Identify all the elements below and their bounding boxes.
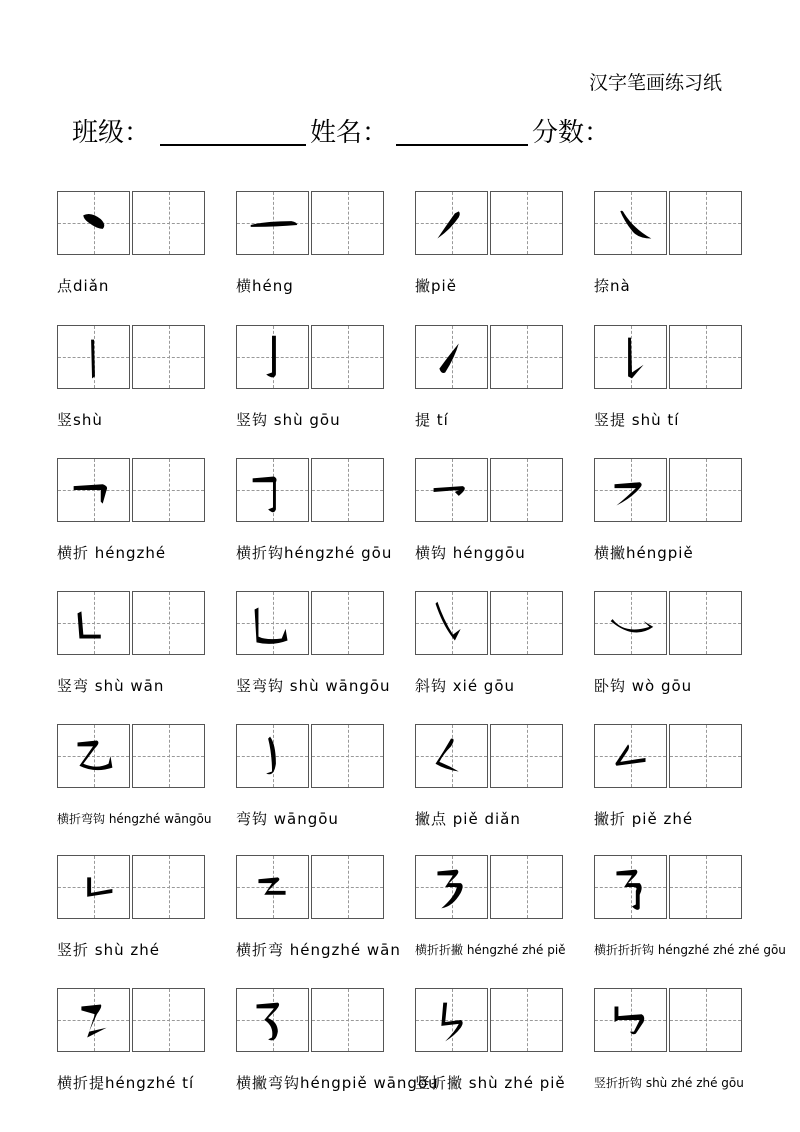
piezhe-stroke-icon bbox=[595, 725, 666, 787]
stroke-cell bbox=[594, 325, 744, 429]
practice-box[interactable] bbox=[669, 988, 742, 1052]
practice-box[interactable] bbox=[669, 191, 742, 255]
shuti-stroke-icon bbox=[595, 326, 666, 388]
stroke-cell bbox=[236, 724, 386, 828]
stroke-cell bbox=[57, 191, 207, 295]
practice-box[interactable] bbox=[311, 724, 384, 788]
stroke-cell bbox=[57, 458, 207, 562]
shuwangou-stroke-icon bbox=[237, 592, 308, 654]
stroke-cell bbox=[57, 855, 207, 959]
stroke-cell bbox=[415, 325, 565, 429]
stroke-label: 竖折 shù zhé bbox=[57, 941, 160, 959]
pie-stroke-icon bbox=[416, 192, 487, 254]
name-label: 姓名： bbox=[310, 118, 389, 148]
shuzhepie-stroke-icon bbox=[416, 989, 487, 1051]
stroke-label: 横折 héngzhé bbox=[57, 544, 167, 562]
wangou-stroke-icon bbox=[237, 725, 308, 787]
ti-stroke-icon bbox=[416, 326, 487, 388]
practice-box[interactable] bbox=[132, 191, 205, 255]
name-blank[interactable] bbox=[396, 144, 528, 146]
stroke-cell bbox=[236, 855, 401, 959]
stroke-label: 横撇héngpiě bbox=[594, 544, 694, 562]
stroke-label: 竖折折钩 shù zhé zhé gōu bbox=[594, 1076, 744, 1090]
practice-box[interactable] bbox=[132, 855, 205, 919]
stroke-label: 横héng bbox=[236, 277, 294, 295]
practice-box[interactable] bbox=[669, 855, 742, 919]
xiegou-stroke-icon bbox=[416, 592, 487, 654]
stroke-cell bbox=[415, 855, 566, 957]
stroke-label: 横钩 hénggōu bbox=[415, 544, 526, 562]
stroke-cell bbox=[57, 988, 207, 1092]
hengzhewan-stroke-icon bbox=[237, 856, 308, 918]
example-box bbox=[236, 724, 309, 788]
stroke-label: 横折弯 héngzhé wān bbox=[236, 941, 401, 959]
hengzhegou-stroke-icon bbox=[237, 459, 308, 521]
stroke-label: 竖提 shù tí bbox=[594, 411, 680, 429]
stroke-label: 竖钩 shù gōu bbox=[236, 411, 341, 429]
stroke-cell bbox=[594, 988, 744, 1090]
hengpiewangou-stroke-icon bbox=[237, 989, 308, 1051]
hengzhewangou-stroke-icon bbox=[58, 725, 129, 787]
stroke-cell bbox=[415, 191, 565, 295]
example-box bbox=[236, 855, 309, 919]
stroke-label: 斜钩 xié gōu bbox=[415, 677, 516, 695]
example-box bbox=[57, 724, 130, 788]
practice-box[interactable] bbox=[132, 458, 205, 522]
practice-box[interactable] bbox=[311, 591, 384, 655]
practice-box[interactable] bbox=[311, 191, 384, 255]
practice-box[interactable] bbox=[311, 458, 384, 522]
example-box bbox=[57, 855, 130, 919]
stroke-cell bbox=[57, 591, 207, 695]
example-box bbox=[415, 458, 488, 522]
practice-box[interactable] bbox=[132, 325, 205, 389]
stroke-cell bbox=[236, 325, 386, 429]
stroke-cell bbox=[415, 591, 565, 695]
example-box bbox=[236, 325, 309, 389]
stroke-label: 竖shù bbox=[57, 411, 103, 429]
stroke-label: 横折折撇 héngzhé zhé piě bbox=[415, 943, 566, 957]
stroke-label: 横折折折钩 héngzhé zhé zhé gōu bbox=[594, 943, 786, 957]
example-box bbox=[594, 988, 667, 1052]
practice-box[interactable] bbox=[490, 191, 563, 255]
hengpie-stroke-icon bbox=[595, 459, 666, 521]
shugou-stroke-icon bbox=[237, 326, 308, 388]
practice-box[interactable] bbox=[490, 591, 563, 655]
stroke-cell bbox=[236, 591, 391, 695]
shuzhe-stroke-icon bbox=[58, 856, 129, 918]
stroke-label: 横折提héngzhé tí bbox=[57, 1074, 195, 1092]
stroke-label: 点diǎn bbox=[57, 277, 110, 295]
example-box bbox=[594, 325, 667, 389]
example-box bbox=[236, 591, 309, 655]
stroke-cell bbox=[57, 724, 212, 826]
hengzhe-stroke-icon bbox=[58, 459, 129, 521]
example-box bbox=[415, 591, 488, 655]
example-box bbox=[594, 724, 667, 788]
stroke-cell bbox=[594, 191, 744, 295]
na-stroke-icon bbox=[595, 192, 666, 254]
stroke-label: 横撇弯钩héngpiě wāngōu bbox=[236, 1074, 439, 1092]
example-box bbox=[236, 458, 309, 522]
example-box bbox=[415, 724, 488, 788]
example-box bbox=[57, 325, 130, 389]
example-box bbox=[594, 458, 667, 522]
stroke-label: 竖弯 shù wān bbox=[57, 677, 165, 695]
stroke-cell bbox=[57, 325, 207, 429]
henggou-stroke-icon bbox=[416, 459, 487, 521]
example-box bbox=[57, 591, 130, 655]
stroke-cell bbox=[415, 988, 566, 1092]
practice-box[interactable] bbox=[669, 325, 742, 389]
practice-box[interactable] bbox=[490, 458, 563, 522]
stroke-cell bbox=[236, 988, 439, 1092]
example-box bbox=[57, 458, 130, 522]
hengzhezhepie-stroke-icon bbox=[416, 856, 487, 918]
stroke-label: 横折钩héngzhé gōu bbox=[236, 544, 393, 562]
practice-box[interactable] bbox=[490, 855, 563, 919]
stroke-label: 弯钩 wāngōu bbox=[236, 810, 339, 828]
example-box bbox=[594, 591, 667, 655]
practice-box[interactable] bbox=[132, 591, 205, 655]
example-box bbox=[415, 191, 488, 255]
stroke-cell bbox=[594, 724, 744, 828]
class-blank[interactable] bbox=[160, 144, 306, 146]
stroke-cell bbox=[415, 724, 565, 828]
dian-stroke-icon bbox=[58, 192, 129, 254]
example-box bbox=[57, 191, 130, 255]
practice-box[interactable] bbox=[490, 988, 563, 1052]
shu-stroke-icon bbox=[58, 326, 129, 388]
shuzhezhegou-stroke-icon bbox=[595, 989, 666, 1051]
example-box bbox=[236, 191, 309, 255]
practice-box[interactable] bbox=[311, 988, 384, 1052]
stroke-label: 竖折撇 shù zhé piě bbox=[415, 1074, 566, 1092]
practice-box[interactable] bbox=[311, 855, 384, 919]
stroke-cell bbox=[236, 191, 386, 295]
example-box bbox=[415, 855, 488, 919]
practice-box[interactable] bbox=[490, 724, 563, 788]
example-box bbox=[57, 988, 130, 1052]
stroke-cell bbox=[594, 855, 786, 957]
example-box bbox=[594, 191, 667, 255]
stroke-label: 捺nà bbox=[594, 277, 631, 295]
practice-box[interactable] bbox=[311, 325, 384, 389]
stroke-label: 撇折 piě zhé bbox=[594, 810, 694, 828]
stroke-label: 横折弯钩 héngzhé wāngōu bbox=[57, 812, 212, 826]
stroke-label: 提 tí bbox=[415, 411, 449, 429]
example-box bbox=[236, 988, 309, 1052]
example-box bbox=[415, 325, 488, 389]
practice-box[interactable] bbox=[669, 591, 742, 655]
heng-stroke-icon bbox=[237, 192, 308, 254]
piedian-stroke-icon bbox=[416, 725, 487, 787]
stroke-cell bbox=[415, 458, 565, 562]
stroke-cell bbox=[594, 458, 744, 562]
stroke-label: 撇piě bbox=[415, 277, 457, 295]
class-label: 班级： bbox=[72, 118, 151, 148]
practice-box[interactable] bbox=[490, 325, 563, 389]
example-box bbox=[594, 855, 667, 919]
stroke-cell bbox=[236, 458, 393, 562]
score-label: 分数： bbox=[532, 118, 611, 148]
stroke-label: 卧钩 wò gōu bbox=[594, 677, 693, 695]
stroke-label: 撇点 piě diǎn bbox=[415, 810, 521, 828]
stroke-label: 竖弯钩 shù wāngōu bbox=[236, 677, 391, 695]
hengzheti-stroke-icon bbox=[58, 989, 129, 1051]
practice-box[interactable] bbox=[669, 724, 742, 788]
hengzhezhezhegou-stroke-icon bbox=[595, 856, 666, 918]
practice-box[interactable] bbox=[669, 458, 742, 522]
shuwan-stroke-icon bbox=[58, 592, 129, 654]
document-title: 汉字笔画练习纸 bbox=[588, 72, 722, 94]
practice-box[interactable] bbox=[132, 724, 205, 788]
wogou-stroke-icon bbox=[595, 592, 666, 654]
practice-box[interactable] bbox=[132, 988, 205, 1052]
example-box bbox=[415, 988, 488, 1052]
stroke-cell bbox=[594, 591, 744, 695]
